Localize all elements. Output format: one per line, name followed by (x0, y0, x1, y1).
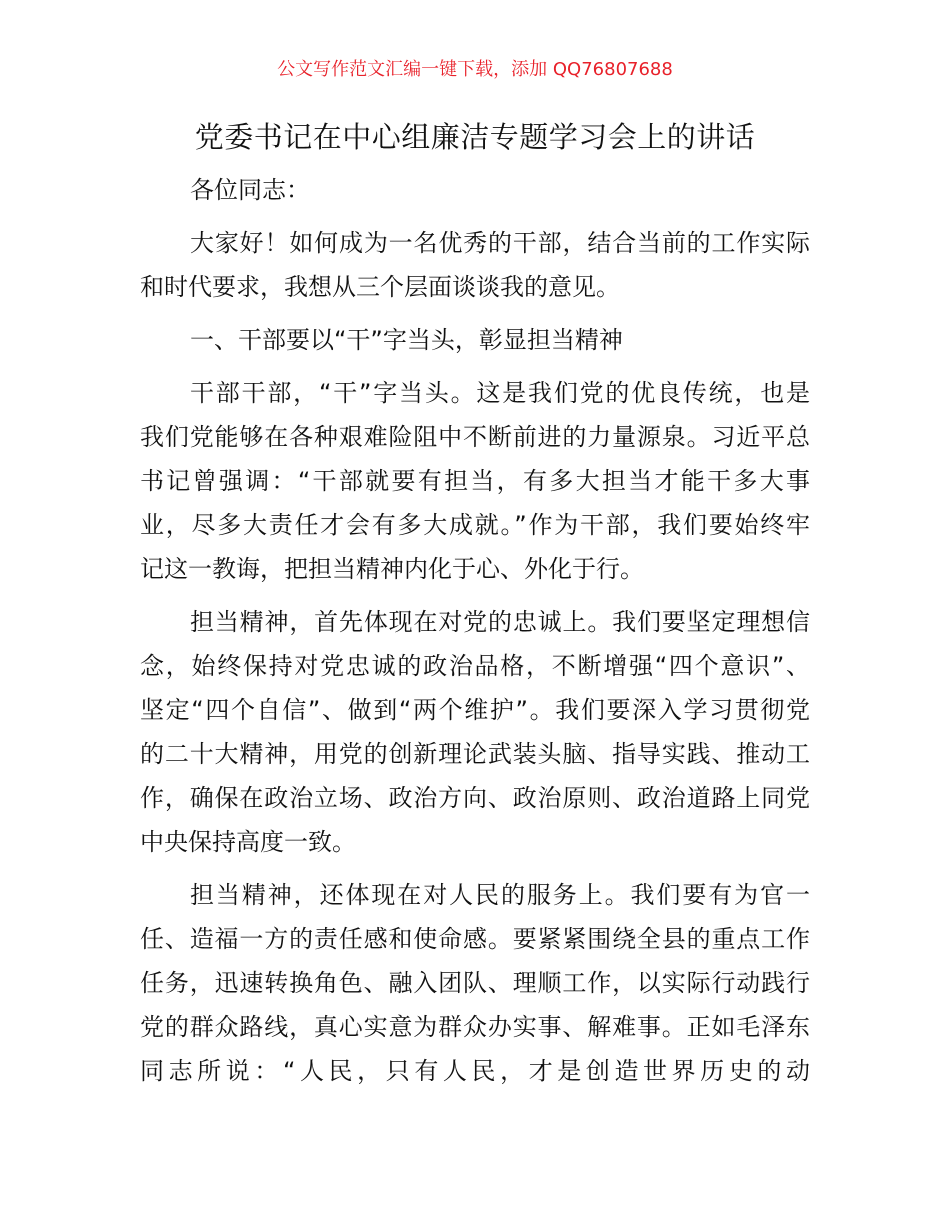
text-line: 党的群众路线，真心实意为群众办实事、解难事。正如毛泽东 (140, 1013, 810, 1041)
text-line: 念，始终保持对党忠诚的政治品格，不断增强“四个意识”、 (140, 652, 810, 680)
text-line: 各位同志： (190, 176, 310, 204)
text-line: 担当精神，首先体现在对党的忠诚上。我们要坚定理想信 (190, 608, 810, 636)
text-line: 任务，迅速转换角色、融入团队、理顺工作，以实际行动践行 (140, 969, 810, 997)
section-heading (140, 318, 810, 362)
text-line: 担当精神，还体现在对人民的服务上。我们要有为官一 (190, 881, 810, 909)
text-line: 坚定“四个自信”、做到“两个维护”。我们要深入学习贯彻党 (140, 696, 810, 724)
paragraph (140, 873, 810, 1093)
paragraph (140, 221, 810, 309)
document-body (140, 168, 810, 1102)
text-line: 中央保持高度一致。 (140, 828, 356, 856)
text-line: 一、干部要以“干”字当头，彰显担当精神 (190, 326, 623, 354)
text-line: 我们党能够在各种艰难险阻中不断前进的力量源泉。习近平总 (140, 423, 810, 451)
text-line: 业，尽多大责任才会有多大成就。”作为干部，我们要始终牢 (140, 511, 810, 539)
text-line: 的二十大精神，用党的创新理论武装头脑、指导实践、推动工 (140, 740, 810, 768)
text-line: 作，确保在政治立场、政治方向、政治原则、政治道路上同党 (140, 784, 810, 812)
paragraph (140, 168, 810, 212)
document-title: 党委书记在中心组廉洁专题学习会上的讲话 (194, 120, 756, 154)
text-line: 和时代要求，我想从三个层面谈谈我的意见。 (140, 273, 620, 301)
text-line: 书记曾强调：“干部就要有担当，有多大担当才能干多大事 (140, 467, 810, 495)
text-line: 任、造福一方的责任感和使命感。要紧紧围绕全县的重点工作 (140, 925, 810, 953)
text-line: 大家好！如何成为一名优秀的干部，结合当前的工作实际 (190, 229, 810, 257)
text-line: 干部干部，“干”字当头。这是我们党的优良传统，也是 (190, 379, 810, 407)
paragraph (140, 600, 810, 864)
download-banner: 公文写作范文汇编一键下载，添加 QQ76807688 (277, 59, 673, 80)
text-line: 记这一教诲，把担当精神内化于心、外化于行。 (140, 555, 644, 583)
paragraph (140, 371, 810, 591)
text-line: 同志所说：“人民，只有人民，才是创造世界历史的动 (140, 1057, 810, 1085)
